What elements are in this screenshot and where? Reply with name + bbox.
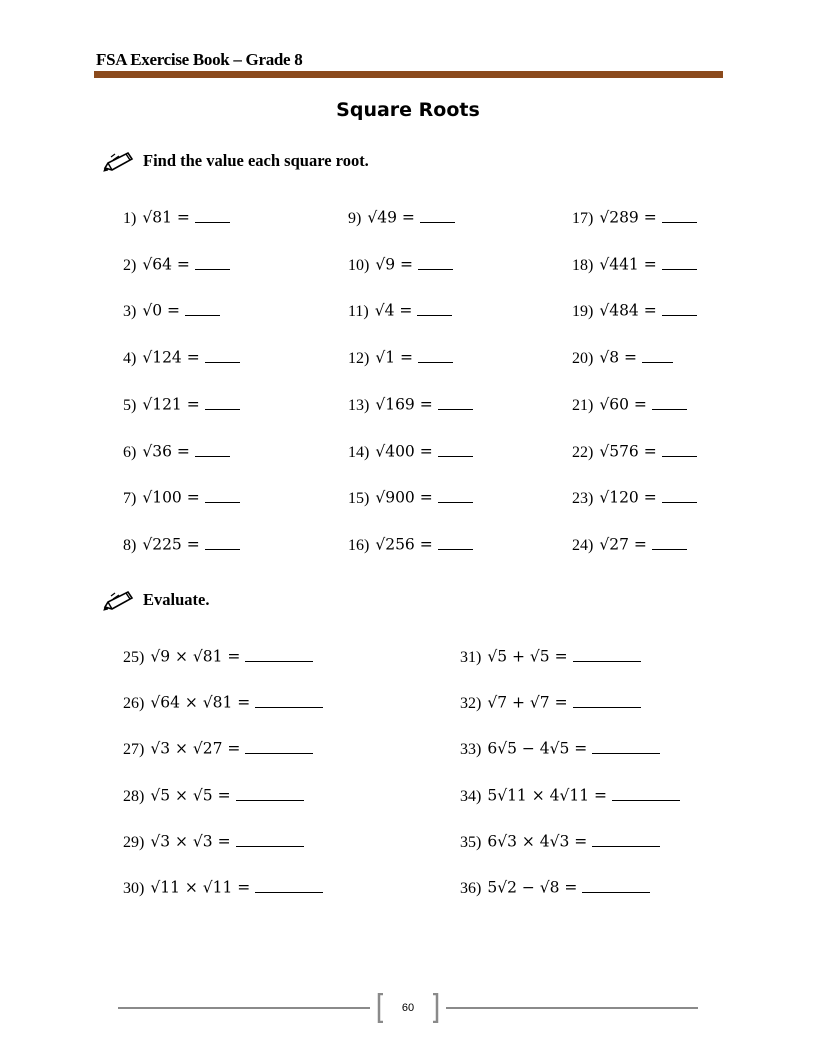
problem-number: 23) — [572, 489, 598, 507]
problem-number: 29) — [123, 833, 149, 851]
problem-number: 8) — [123, 536, 141, 554]
answer-blank[interactable] — [205, 533, 240, 550]
problem-item — [123, 253, 230, 275]
problem-number: 30) — [123, 879, 149, 897]
problem-expression: √169 = — [375, 395, 438, 414]
problem-expression: √256 = — [375, 535, 438, 554]
problem-expression: √27 = — [599, 535, 652, 554]
answer-blank[interactable] — [573, 645, 641, 662]
problem-item — [572, 486, 697, 508]
problem-number: 14) — [348, 443, 374, 461]
footer-rule-left — [118, 1007, 370, 1009]
answer-blank[interactable] — [255, 876, 323, 893]
answer-blank[interactable] — [205, 486, 240, 503]
answer-blank[interactable] — [652, 393, 687, 410]
answer-blank[interactable] — [642, 346, 673, 363]
problem-item — [572, 253, 697, 275]
problem-number: 11) — [348, 302, 373, 320]
instruction-1-text: Find the value each square root. — [143, 151, 369, 170]
problem-expression: √124 = — [142, 348, 205, 367]
problem-number: 33) — [460, 740, 486, 758]
header-rule — [94, 71, 723, 78]
answer-blank[interactable] — [612, 784, 680, 801]
answer-blank[interactable] — [418, 346, 453, 363]
problem-expression: 5√2 − √8 = — [487, 878, 583, 897]
problem-number: 15) — [348, 489, 374, 507]
problem-expression: √400 = — [375, 442, 438, 461]
problem-item — [123, 393, 240, 415]
answer-blank[interactable] — [592, 830, 660, 847]
problem-expression: √64 × √81 = — [150, 693, 256, 712]
problem-item — [123, 440, 230, 462]
problem-expression: √121 = — [142, 395, 205, 414]
problem-item — [460, 737, 660, 759]
problem-number: 9) — [348, 209, 366, 227]
problem-number: 32) — [460, 694, 486, 712]
problem-number: 28) — [123, 787, 149, 805]
answer-blank[interactable] — [438, 486, 473, 503]
answer-blank[interactable] — [245, 645, 313, 662]
answer-blank[interactable] — [205, 346, 240, 363]
problem-item — [123, 346, 240, 368]
problem-item — [460, 691, 641, 713]
answer-blank[interactable] — [195, 440, 230, 457]
problem-item — [572, 440, 697, 462]
page-number-box — [377, 993, 439, 1023]
problem-item — [572, 299, 697, 321]
problem-item — [123, 533, 240, 555]
answer-blank[interactable] — [195, 206, 230, 223]
problem-number: 1) — [123, 209, 141, 227]
problem-expression: √5 + √5 = — [487, 647, 573, 666]
problem-expression: √441 = — [599, 255, 662, 274]
problem-expression: √120 = — [599, 488, 662, 507]
problem-expression: √49 = — [367, 208, 420, 227]
answer-blank[interactable] — [438, 393, 473, 410]
answer-blank[interactable] — [195, 253, 230, 270]
problem-expression: √9 × √81 = — [150, 647, 246, 666]
problem-number: 16) — [348, 536, 374, 554]
pencil-icon — [103, 589, 135, 611]
problem-expression: √576 = — [599, 442, 662, 461]
problem-expression: 5√11 × 4√11 = — [487, 786, 612, 805]
problem-number: 13) — [348, 396, 374, 414]
problem-expression: √5 × √5 = — [150, 786, 236, 805]
problem-number: 20) — [572, 349, 598, 367]
problem-item — [348, 533, 473, 555]
book-title: FSA Exercise Book – Grade 8 — [96, 50, 303, 69]
answer-blank[interactable] — [438, 533, 473, 550]
problem-item — [123, 486, 240, 508]
answer-blank[interactable] — [573, 691, 641, 708]
problem-item — [460, 876, 650, 898]
answer-blank[interactable] — [205, 393, 240, 410]
problem-number: 7) — [123, 489, 141, 507]
problem-item — [123, 876, 323, 898]
answer-blank[interactable] — [592, 737, 660, 754]
problem-item — [348, 346, 453, 368]
problem-item — [460, 645, 641, 667]
problem-item — [572, 533, 687, 555]
problem-number: 5) — [123, 396, 141, 414]
problem-number: 6) — [123, 443, 141, 461]
problem-number: 22) — [572, 443, 598, 461]
problem-item — [348, 393, 473, 415]
answer-blank[interactable] — [662, 486, 697, 503]
problem-number: 2) — [123, 256, 141, 274]
answer-blank[interactable] — [418, 253, 453, 270]
answer-blank[interactable] — [438, 440, 473, 457]
problem-expression: √36 = — [142, 442, 195, 461]
problem-expression: √4 = — [374, 301, 418, 320]
problem-number: 27) — [123, 740, 149, 758]
problem-item — [572, 346, 673, 368]
problem-number: 19) — [572, 302, 598, 320]
problem-item — [460, 830, 660, 852]
answer-blank[interactable] — [185, 299, 220, 316]
problem-expression: √11 × √11 = — [150, 878, 256, 897]
problem-expression: √3 × √3 = — [150, 832, 236, 851]
problem-number: 18) — [572, 256, 598, 274]
answer-blank[interactable] — [236, 830, 304, 847]
problem-expression: 6√3 × 4√3 = — [487, 832, 593, 851]
problem-expression: √64 = — [142, 255, 195, 274]
problem-number: 24) — [572, 536, 598, 554]
answer-blank[interactable] — [417, 299, 452, 316]
problem-item — [123, 299, 220, 321]
answer-blank[interactable] — [662, 440, 697, 457]
problem-number: 34) — [460, 787, 486, 805]
problem-item — [460, 784, 680, 806]
problem-item — [572, 206, 697, 228]
problem-expression: 6√5 − 4√5 = — [487, 739, 593, 758]
answer-blank[interactable] — [420, 206, 455, 223]
instruction-2-text: Evaluate. — [143, 590, 210, 609]
problem-item — [348, 486, 473, 508]
problem-item — [348, 206, 455, 228]
problem-number: 21) — [572, 396, 598, 414]
problem-expression: √9 = — [375, 255, 418, 274]
answer-blank[interactable] — [652, 533, 687, 550]
problem-number: 17) — [572, 209, 598, 227]
answer-blank[interactable] — [582, 876, 650, 893]
instruction-2 — [103, 589, 209, 611]
answer-blank[interactable] — [245, 737, 313, 754]
problem-item — [123, 691, 323, 713]
problem-expression: √1 = — [375, 348, 418, 367]
answer-blank[interactable] — [236, 784, 304, 801]
problem-item — [123, 737, 313, 759]
problem-item — [123, 206, 230, 228]
problem-expression: √225 = — [142, 535, 205, 554]
problem-number: 31) — [460, 648, 486, 666]
problem-number: 36) — [460, 879, 486, 897]
page-number: 60 — [401, 1002, 415, 1014]
problem-item — [572, 393, 687, 415]
problem-expression: √289 = — [599, 208, 662, 227]
problem-number: 3) — [123, 302, 141, 320]
problem-item — [348, 253, 453, 275]
problem-expression: √8 = — [599, 348, 642, 367]
problem-number: 35) — [460, 833, 486, 851]
problem-expression: √900 = — [375, 488, 438, 507]
problem-expression: √484 = — [599, 301, 662, 320]
answer-blank[interactable] — [662, 253, 697, 270]
answer-blank[interactable] — [255, 691, 323, 708]
problem-number: 10) — [348, 256, 374, 274]
answer-blank[interactable] — [662, 206, 697, 223]
problem-item — [123, 830, 304, 852]
footer-rule-right — [446, 1007, 698, 1009]
problem-number: 25) — [123, 648, 149, 666]
pencil-icon — [103, 150, 135, 172]
problem-item — [348, 299, 452, 321]
right-bracket-icon — [432, 993, 439, 1023]
problem-item — [123, 645, 313, 667]
answer-blank[interactable] — [662, 299, 697, 316]
problem-expression: √81 = — [142, 208, 195, 227]
instruction-1 — [103, 150, 369, 172]
problem-item — [348, 440, 473, 462]
problem-expression: √3 × √27 = — [150, 739, 246, 758]
problem-item — [123, 784, 304, 806]
problem-expression: √60 = — [599, 395, 652, 414]
problem-expression: √7 + √7 = — [487, 693, 573, 712]
problem-number: 4) — [123, 349, 141, 367]
problem-number: 26) — [123, 694, 149, 712]
problem-number: 12) — [348, 349, 374, 367]
problem-expression: √100 = — [142, 488, 205, 507]
problem-expression: √0 = — [142, 301, 185, 320]
page-title: Square Roots — [336, 99, 480, 121]
left-bracket-icon — [377, 993, 384, 1023]
